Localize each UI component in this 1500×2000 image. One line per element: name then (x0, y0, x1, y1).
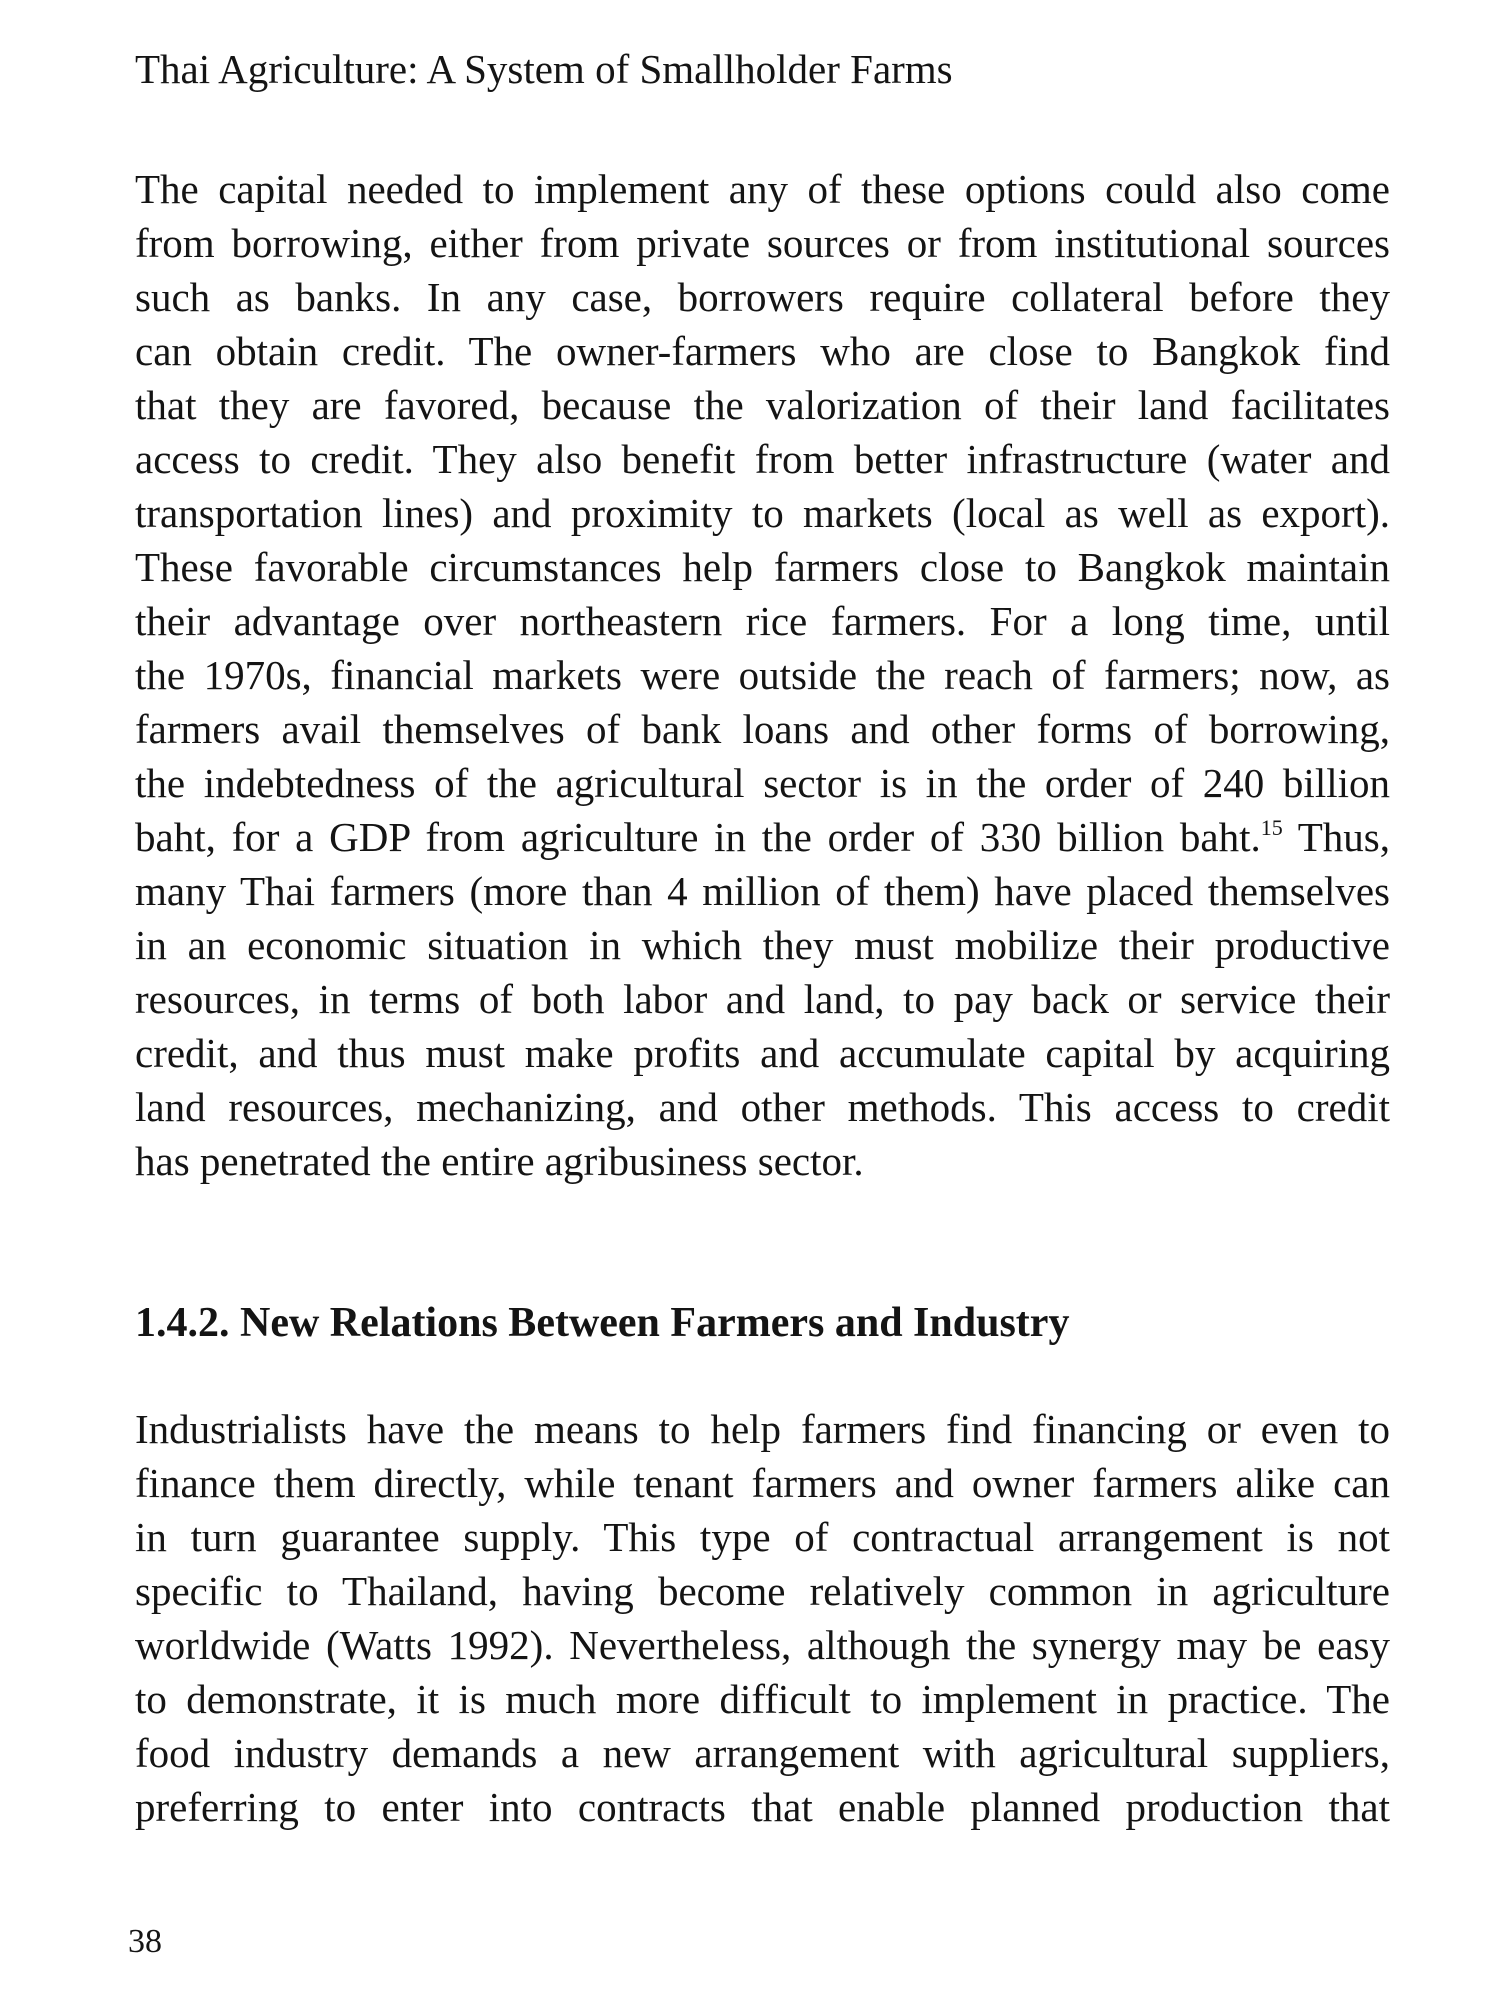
text-line: the 1970s, financial markets were outside the reach of farmers; now, as (135, 652, 1390, 698)
running-head: Thai Agriculture: A System of Smallholder Farms (135, 46, 953, 92)
text-line: Industrialists have the means to help farmers find financing or even to (135, 1406, 1390, 1452)
text-line: These favorable circumstances help farmers close to Bangkok maintain (135, 544, 1390, 590)
text-line: finance them directly, while tenant farmers and owner farmers alike can (135, 1460, 1390, 1506)
text-line: many Thai farmers (more than 4 million of them) have placed themselves (135, 868, 1390, 914)
text-line: the indebtedness of the agricultural sector is in the order of 240 billion (135, 760, 1390, 806)
text-line: farmers avail themselves of bank loans and other forms of borrowing, (135, 706, 1390, 752)
text-line: specific to Thailand, having become relatively common in agriculture (135, 1568, 1390, 1614)
text-line: access to credit. They also benefit from better infrastructure (water and (135, 436, 1390, 482)
text-line: their advantage over northeastern rice farmers. For a long time, until (135, 598, 1390, 644)
page-number: 38 (128, 1923, 162, 1960)
text-line: The capital needed to implement any of these options could also come (135, 166, 1390, 212)
paragraph-credit-access (135, 162, 1390, 1188)
text-line: such as banks. In any case, borrowers require collateral before they (135, 274, 1390, 320)
text-line: in an economic situation in which they must mobilize their productive (135, 922, 1390, 968)
text-line: has penetrated the entire agribusiness sector. (135, 1138, 864, 1184)
text-line: to demonstrate, it is much more difficult to implement in practice. The (135, 1676, 1390, 1722)
text-line: worldwide (Watts 1992). Nevertheless, although the synergy may be easy (135, 1622, 1390, 1668)
paragraph-farmers-industry (135, 1402, 1390, 1834)
text-segment: Thus, (1282, 814, 1390, 860)
text-line: food industry demands a new arrangement with agricultural suppliers, (135, 1730, 1390, 1776)
text-line: land resources, mechanizing, and other methods. This access to credit (135, 1084, 1390, 1130)
text-line: transportation lines) and proximity to markets (local as well as export). (135, 490, 1390, 536)
text-line: resources, in terms of both labor and land, to pay back or service their (135, 976, 1390, 1022)
text-line: from borrowing, either from private sources or from institutional sources (135, 220, 1390, 266)
footnote-reference[interactable]: 15 (1260, 815, 1283, 840)
text-segment: baht, for a GDP from agriculture in the order of 330 billion baht. (135, 814, 1261, 860)
text-line: can obtain credit. The owner-farmers who are close to Bangkok find (135, 328, 1390, 374)
text-line: in turn guarantee supply. This type of contractual arrangement is not (135, 1514, 1390, 1560)
text-line: credit, and thus must make profits and accumulate capital by acquiring (135, 1030, 1390, 1076)
text-line: preferring to enter into contracts that enable planned production that (135, 1784, 1390, 1830)
text-line: that they are favored, because the valorization of their land facilitates (135, 382, 1390, 428)
section-heading: 1.4.2. New Relations Between Farmers and Industry (135, 1300, 1070, 1346)
text-line-with-footnote (135, 810, 1390, 864)
